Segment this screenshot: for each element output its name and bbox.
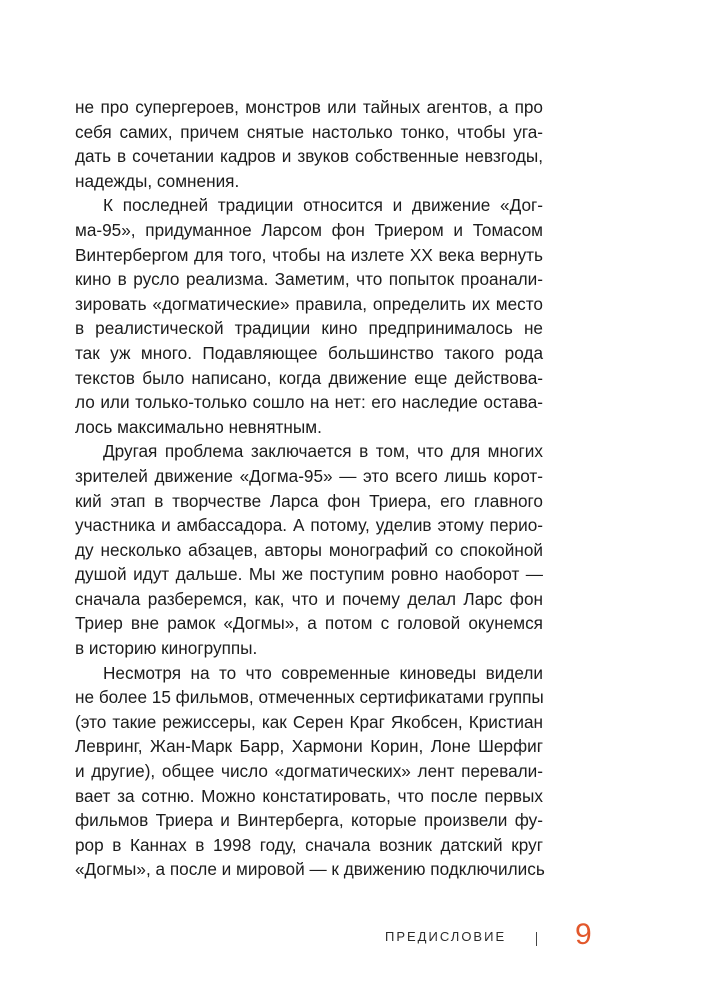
page-number: 9 [575, 918, 592, 951]
text-line: (это такие режиссеры, как Серен Краг Якобсен, Кристиан [75, 711, 543, 732]
text-line: не более 15 фильмов, отмеченных сертификатами группы [75, 687, 544, 708]
text-line: Винтербергом для того, чтобы на излете XX века вернуть [75, 244, 543, 265]
text-line: надежды, сомнения. [75, 170, 240, 191]
text-line: лось максимально невнятным. [75, 416, 322, 437]
text-line: кино в русло реализма. Заметим, что попыток проанали- [75, 269, 543, 290]
text-line: ду несколько абзацев, авторы монографий со спокойной [75, 539, 543, 560]
text-line: вает за сотню. Можно констатировать, что после первых [75, 785, 543, 806]
text-line: ма-95», придуманное Ларсом фон Триером и Томасом [75, 219, 543, 240]
text-line: Левринг, Жан-Марк Барр, Хармони Корин, Лоне Шерфиг [75, 736, 543, 757]
text-line: «Догмы», а после и мировой — к движению подключились [75, 859, 545, 880]
text-line: не про супергероев, монстров или тайных агентов, а про [75, 97, 543, 117]
text-line: себя самих, причем снятые настолько тонко, чтобы уга- [75, 121, 543, 142]
running-section-title: ПРЕДИСЛОВИЕ [385, 929, 507, 944]
text-line: кий этап в творчестве Ларса фон Триера, его главного [75, 490, 543, 511]
page-footer [0, 918, 714, 958]
text-line: фильмов Триера и Винтерберга, которые произвели фу- [75, 810, 543, 831]
text-line: Другая проблема заключается в том, что для многих [103, 441, 543, 462]
text-line: рор в Каннах в 1998 году, сначала возник датский круг [75, 834, 543, 855]
text-line: зировать «догматические» правила, определить их место [75, 293, 543, 314]
text-line: К последней традиции относится и движение «Дог- [103, 195, 543, 216]
text-line: текстов было написано, когда движение еще действова- [75, 367, 543, 388]
text-line: в историю киногруппы. [75, 638, 258, 659]
text-line: Триер вне рамок «Догмы», а потом с головой окунемся [75, 613, 543, 634]
text-line: душой идут дальше. Мы же поступим ровно наоборот — [75, 564, 543, 585]
text-line: дать в сочетании кадров и звуков собственные невзгоды, [75, 146, 543, 167]
text-line: в реалистической традиции кино предпринималось не [75, 318, 543, 339]
text-line: сначала разберемся, как, что и почему делал Ларс фон [75, 588, 543, 609]
text-line: ло или только-только сошло на нет: его наследие остава- [75, 392, 543, 413]
text-line: Несмотря на то что современные киноведы видели [103, 662, 543, 683]
footer-divider [536, 932, 537, 946]
text-line: зрителей движение «Догма-95» — это всего лишь корот- [75, 465, 543, 486]
text-line: так уж много. Подавляющее большинство такого рода [75, 342, 543, 363]
text-line: и другие), общее число «догматических» лент перевали- [75, 761, 543, 782]
text-line: участника и амбассадора. А потому, уделив этому перио- [75, 515, 543, 536]
body-text [75, 95, 543, 882]
